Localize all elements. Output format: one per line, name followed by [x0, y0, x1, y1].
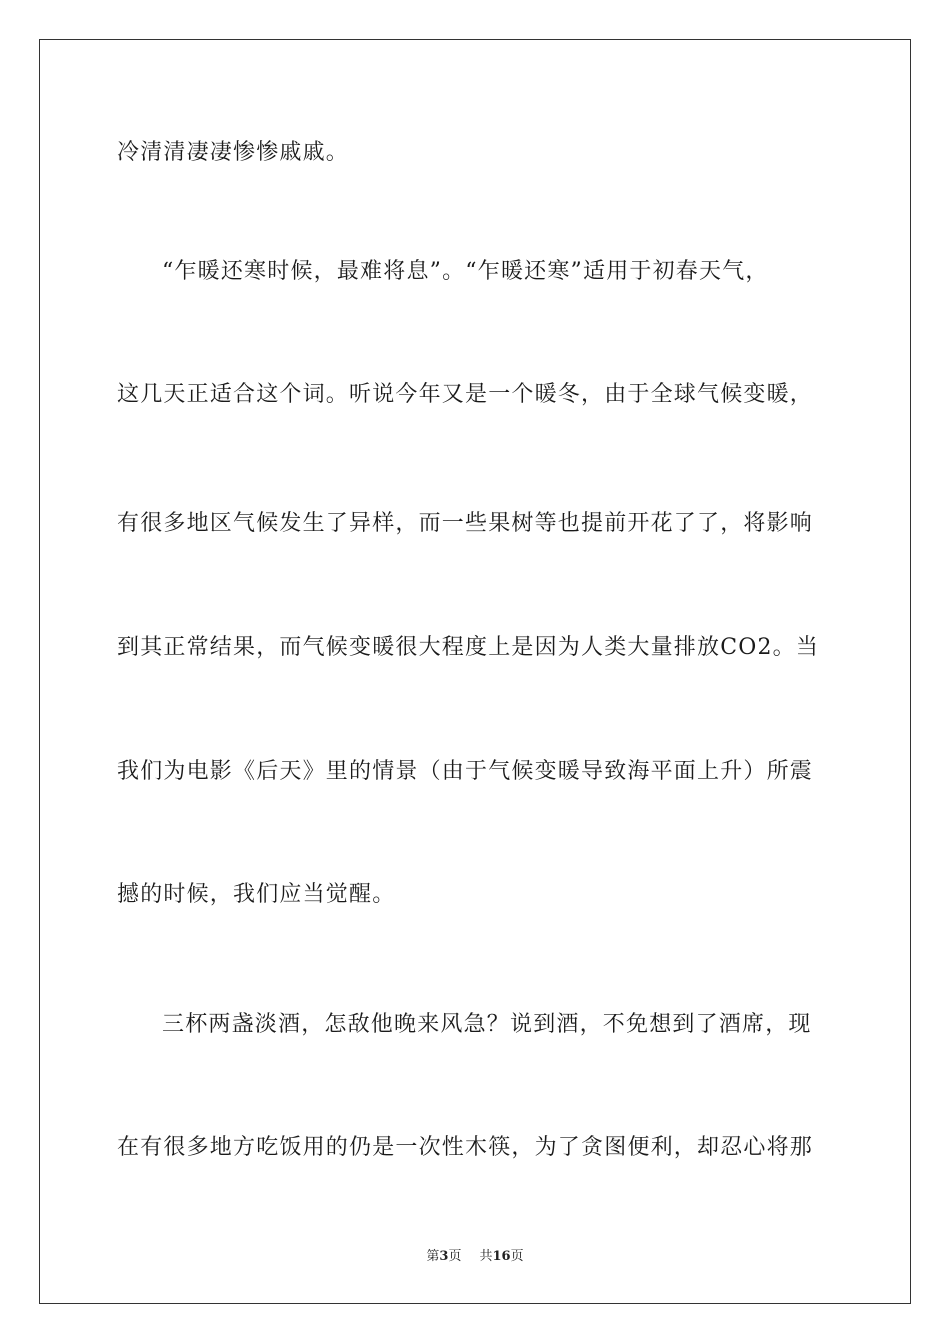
page-prefix: 第 — [426, 1249, 440, 1264]
text-line-1: 冷清清凄凄惨惨戚戚。 — [117, 140, 350, 165]
page-suffix: 页 — [448, 1249, 462, 1264]
page-total: 16 — [492, 1249, 511, 1264]
text-line-2: “乍暖还寒时候，最难将息”。“乍暖还寒”适用于初春天气， — [162, 259, 769, 284]
text-line-8: 三杯两盏淡酒，怎敌他晚来风急？说到酒，不免想到了酒席，现 — [162, 1012, 812, 1037]
page-current: 3 — [439, 1249, 449, 1264]
text-line-6: 我们为电影《后天》里的情景（由于气候变暖导致海平面上升）所震 — [117, 759, 814, 784]
total-prefix: 共 — [479, 1249, 493, 1264]
text-line-5: 到其正常结果，而气候变暖很大程度上是因为人类大量排放CO2。当 — [117, 635, 820, 660]
text-line-4: 有很多地区气候发生了异样，而一些果树等也提前开花了了，将影响 — [117, 511, 814, 536]
total-suffix: 页 — [510, 1249, 524, 1264]
page-border — [39, 39, 911, 1304]
text-line-9: 在有很多地方吃饭用的仍是一次性木筷，为了贪图便利，却忍心将那 — [117, 1135, 814, 1160]
text-line-3: 这几天正适合这个词。听说今年又是一个暖冬，由于全球气候变暖， — [117, 382, 814, 407]
text-line-7: 撼的时候，我们应当觉醒。 — [117, 882, 396, 907]
page-footer — [0, 1248, 950, 1266]
